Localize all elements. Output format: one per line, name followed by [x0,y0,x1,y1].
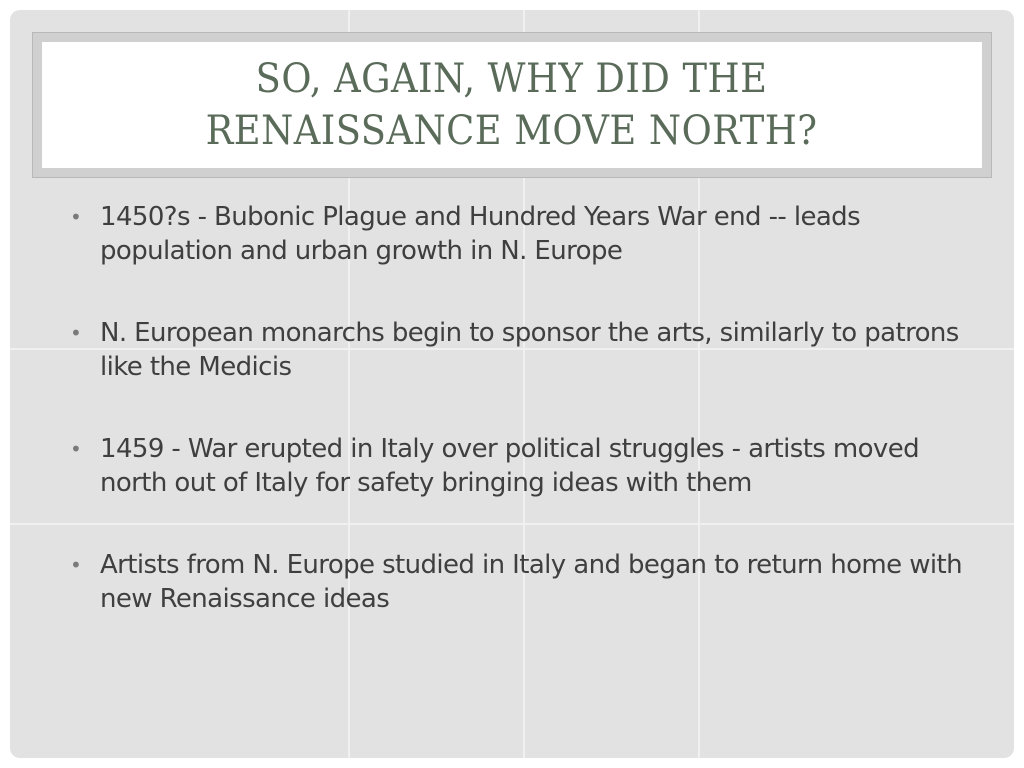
bullet-text: 1450?s - Bubonic Plague and Hundred Years War end -- leads population and urban growth in N. Europe [100,202,861,266]
bullet-icon: • [70,437,82,461]
slide-title [206,53,818,157]
title-frame [32,32,992,178]
slide [10,10,1014,758]
bullet-list [70,200,970,664]
bullet-icon: • [70,205,82,229]
bullet-item [70,548,970,616]
slide-title-line-2: RENAISSANCE MOVE NORTH? [206,108,818,154]
bullet-item [70,316,970,384]
bullet-item [70,200,970,268]
bullet-text: N. European monarchs begin to sponsor the arts, similarly to patrons like the Medicis [100,318,959,382]
bullet-icon: • [70,321,82,345]
bullet-text: Artists from N. Europe studied in Italy and began to return home with new Renaissance ideas [100,550,962,614]
slide-title-line-1: SO, AGAIN, WHY DID THE [256,56,768,102]
title-box [42,42,982,168]
bullet-item [70,432,970,500]
bullet-icon: • [70,553,82,577]
bullet-text: 1459 - War erupted in Italy over political struggles - artists moved north out of Italy for safety bringing ideas with them [100,434,920,498]
